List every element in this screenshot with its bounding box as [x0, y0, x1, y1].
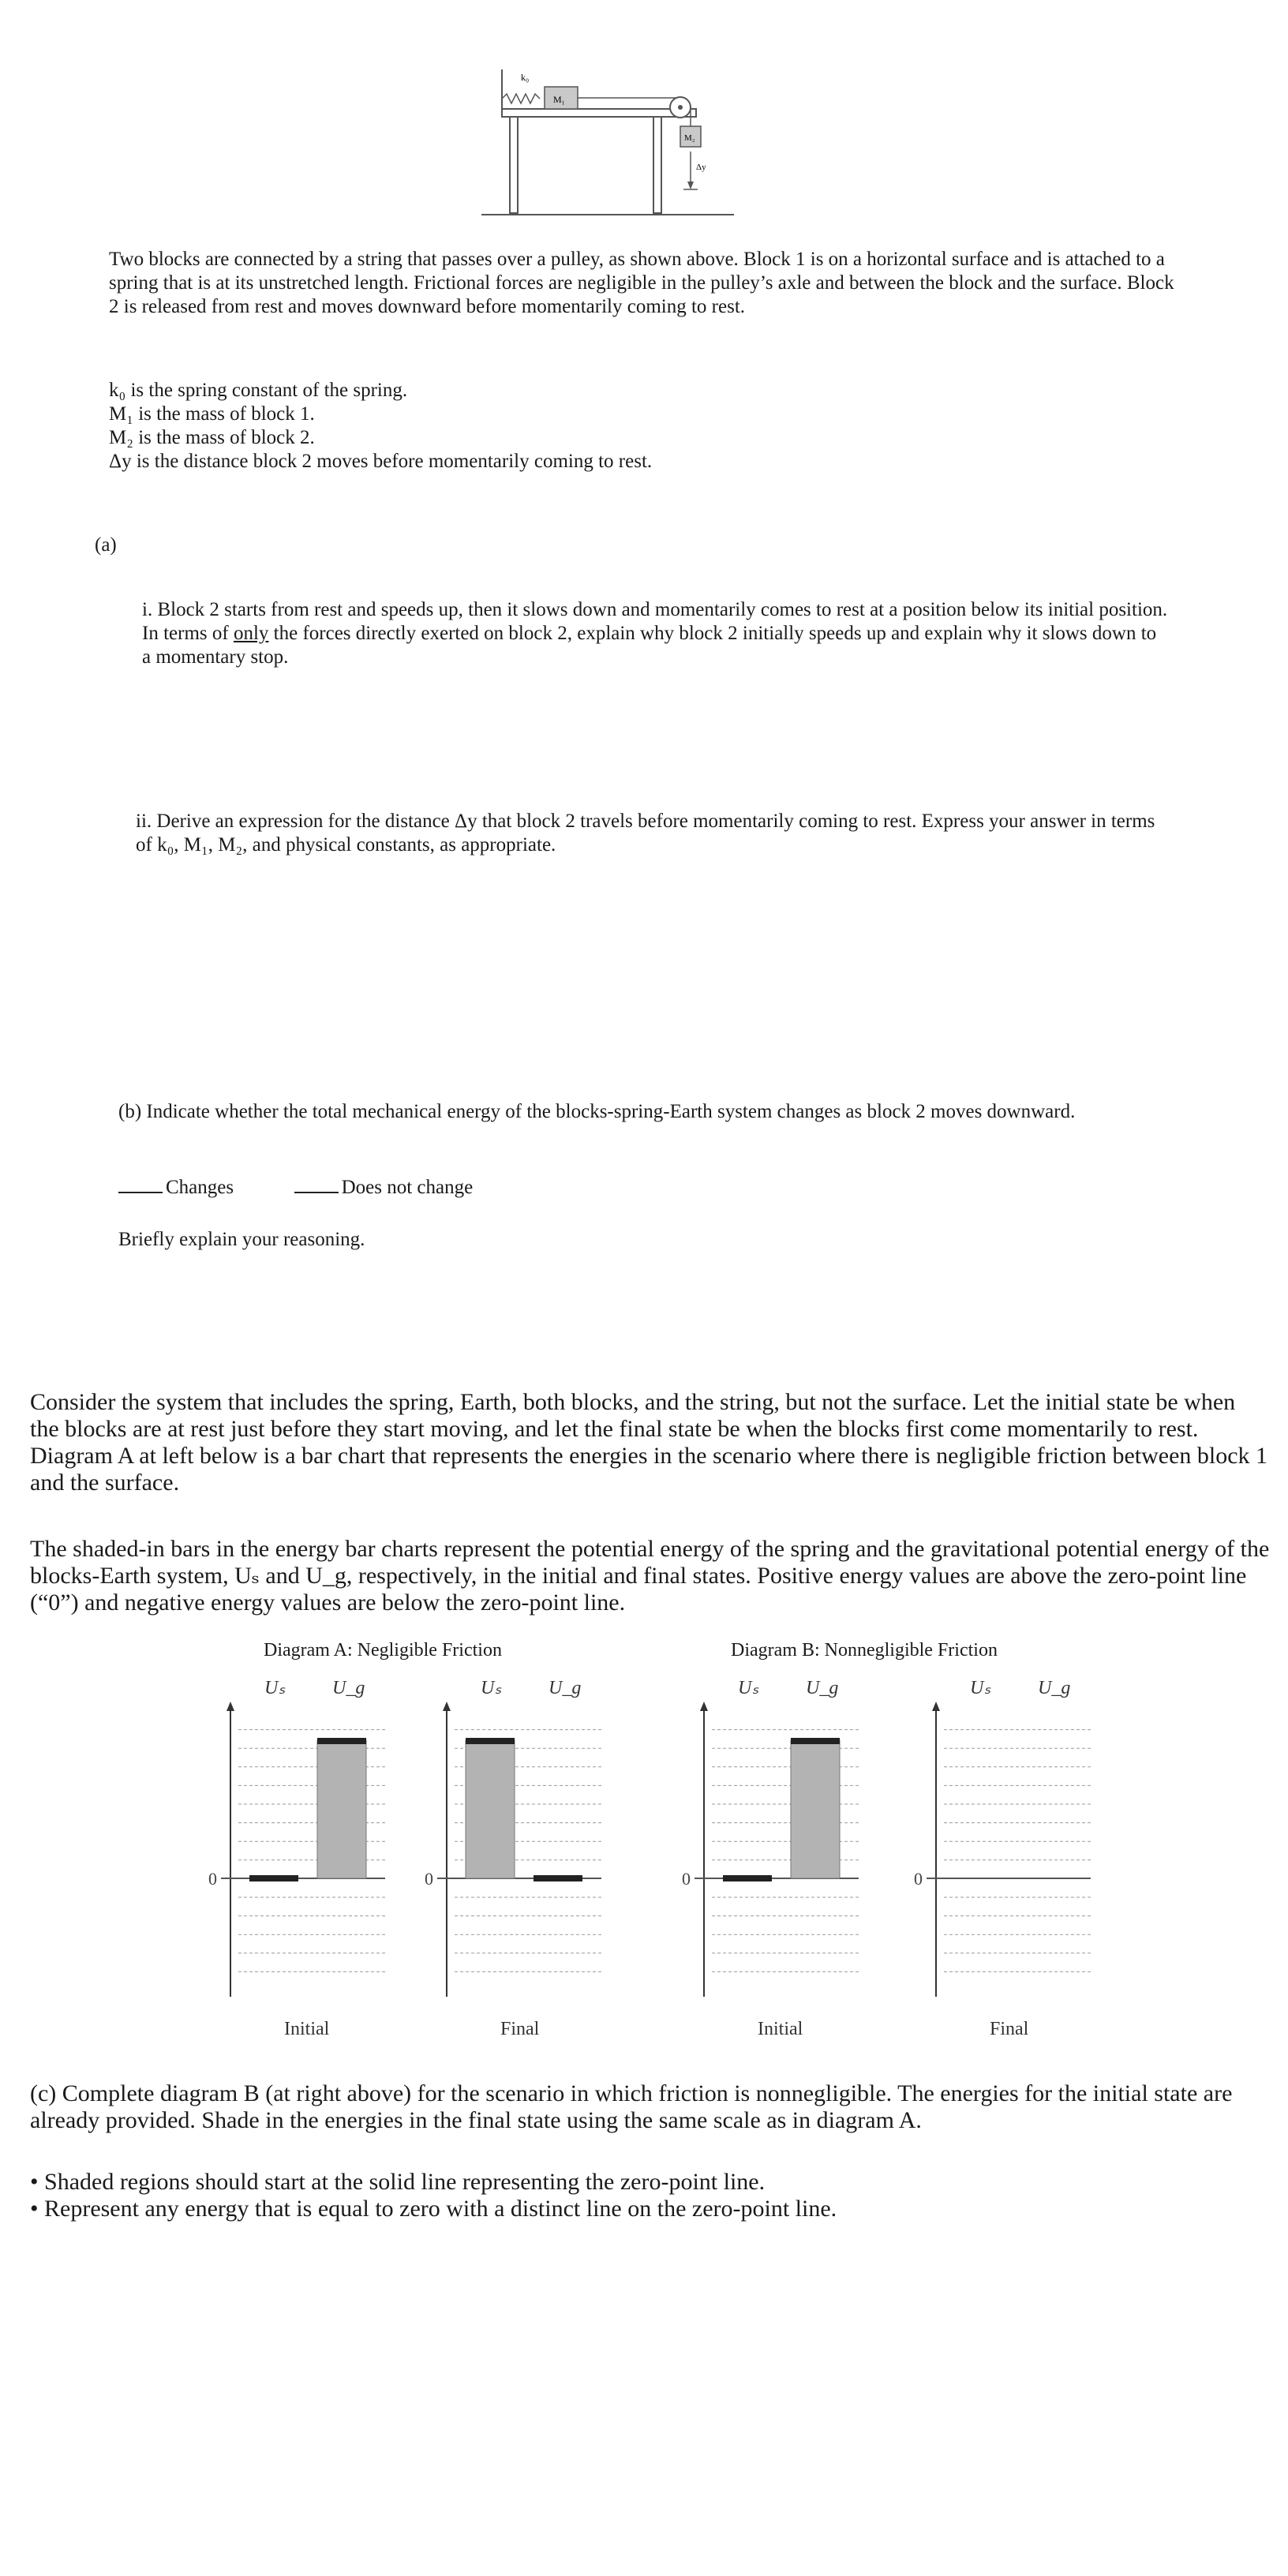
part-c-bullets — [30, 2169, 1269, 2222]
definition-distance: Δy is the distance block 2 moves before momentarily coming to rest. — [109, 451, 653, 472]
panel-label: Final — [990, 2019, 1029, 2039]
panel-label: Initial — [284, 2019, 330, 2039]
delta-y-label: Δy — [696, 163, 706, 172]
zero-label: 0 — [425, 1869, 433, 1889]
part-b-explain: Briefly explain your reasoning. — [118, 1229, 365, 1250]
zero-energy-bar — [249, 1875, 298, 1881]
part-a-label: (a) — [95, 534, 117, 556]
series-label: U_g — [332, 1678, 365, 1698]
axis-arrow — [443, 1702, 451, 1711]
axis-arrow — [932, 1702, 940, 1711]
bullet-zero-energy-line: • Represent any energy that is equal to zero with a distinct line on the zero-point line. — [30, 2196, 837, 2222]
block-2-label: M₂ — [684, 133, 695, 143]
part-b-question: (b) Indicate whether the total mechanical energy of the blocks-spring-Earth system changes as block 2 moves downward. — [118, 1101, 1076, 1122]
bullet-zero-point-line: • Shaded regions should start at the solid line representing the zero-point line. — [30, 2169, 766, 2195]
zero-label: 0 — [914, 1869, 923, 1889]
pulley-figure — [474, 63, 742, 229]
part-a-ii-question: ii. Derive an expression for the distance Δy that block 2 travels before momentarily coming to rest. Express your answer in terms of k₀, M₁, M₂, and physical constants, as appropriate. — [136, 811, 1155, 856]
diagram-a-title: Diagram A: Negligible Friction — [264, 1640, 502, 1661]
part-a-i-text-pre: i. Block 2 starts from rest and speeds up, then it slows down and momentarily comes to rest at a position below its initial position. In terms of — [142, 599, 1168, 644]
definitions-list — [109, 379, 1135, 474]
zero-label: 0 — [208, 1869, 217, 1889]
energy-bar-top — [466, 1738, 515, 1744]
system-paragraph-1: Consider the system that includes the spring, Earth, both blocks, and the string, but not the surface. Let the initial state be when the blocks are at rest just before they start moving, and let the final state be when the blocks first come momentarily to rest. Diagram A at left below is a bar chart that represents the energies in the scenario where there is negligible friction between block 1 and the surface. — [30, 1389, 1268, 1496]
panel-label: Initial — [758, 2019, 803, 2039]
zero-label: 0 — [682, 1869, 691, 1889]
option-does-not-change-label: Does not change — [341, 1177, 474, 1198]
definition-spring-constant: k₀ is the spring constant of the spring. — [109, 380, 408, 401]
energy-bar-top — [791, 1738, 840, 1744]
series-label: Uₛ — [481, 1678, 502, 1698]
part-a-i-text-only: only — [233, 623, 269, 644]
series-label: Uₛ — [264, 1678, 286, 1698]
part-b-options — [118, 1176, 908, 1200]
part-a-i-text-post: the forces directly exerted on block 2, explain why block 2 initially speeds up and explain why it slows down to a momentary stop. — [142, 623, 1157, 668]
zero-energy-bar — [723, 1875, 772, 1881]
series-label: U_g — [1038, 1678, 1071, 1698]
does-not-change-blank[interactable] — [294, 1176, 339, 1193]
changes-blank[interactable] — [118, 1176, 163, 1193]
energy-bar-charts — [0, 1665, 1288, 2044]
panel-label: Final — [500, 2019, 540, 2039]
series-label: U_g — [549, 1678, 582, 1698]
energy-bar — [466, 1740, 515, 1878]
energy-bar — [791, 1740, 840, 1878]
definition-mass-block-1: M₁ is the mass of block 1. — [109, 403, 315, 425]
energy-bar-top — [317, 1738, 366, 1744]
diagram-b-title: Diagram B: Nonnegligible Friction — [731, 1640, 998, 1661]
part-c-question: (c) Complete diagram B (at right above) for the scenario in which friction is nonnegligible. The energies for the initial state are already provided. Shade in the energies in the final state using the same scale as in diagram A. — [30, 2080, 1233, 2133]
intro-paragraph: Two blocks are connected by a string that passes over a pulley, as shown above. Block 1 is on a horizontal surface and is attached to a spring that is at its unstretched length. Frictional forces are negligible in the pulley’s axle and between the block and the surface. Block 2 is released from rest and moves downward before momentarily coming to rest. — [109, 249, 1174, 317]
part-a-i-question — [142, 598, 1168, 669]
series-label: U_g — [806, 1678, 839, 1698]
block-1-label: M₁ — [553, 94, 565, 105]
axis-arrow — [227, 1702, 234, 1711]
series-label: Uₛ — [970, 1678, 991, 1698]
definition-mass-block-2: M₂ is the mass of block 2. — [109, 427, 315, 448]
spring-constant-label: k₀ — [521, 72, 530, 83]
axis-arrow — [700, 1702, 708, 1711]
option-changes-label: Changes — [166, 1177, 234, 1198]
series-label: Uₛ — [738, 1678, 759, 1698]
system-paragraph-2: The shaded-in bars in the energy bar charts represent the potential energy of the spring and the gravitational potential energy of the blocks-Earth system, Uₛ and U_g, respectively, in the initial and final states. Positive energy values are above the zero-point line (“0”) and negative energy values are below the zero-point line. — [30, 1536, 1270, 1616]
energy-bar — [317, 1740, 366, 1878]
zero-energy-bar — [534, 1875, 582, 1881]
